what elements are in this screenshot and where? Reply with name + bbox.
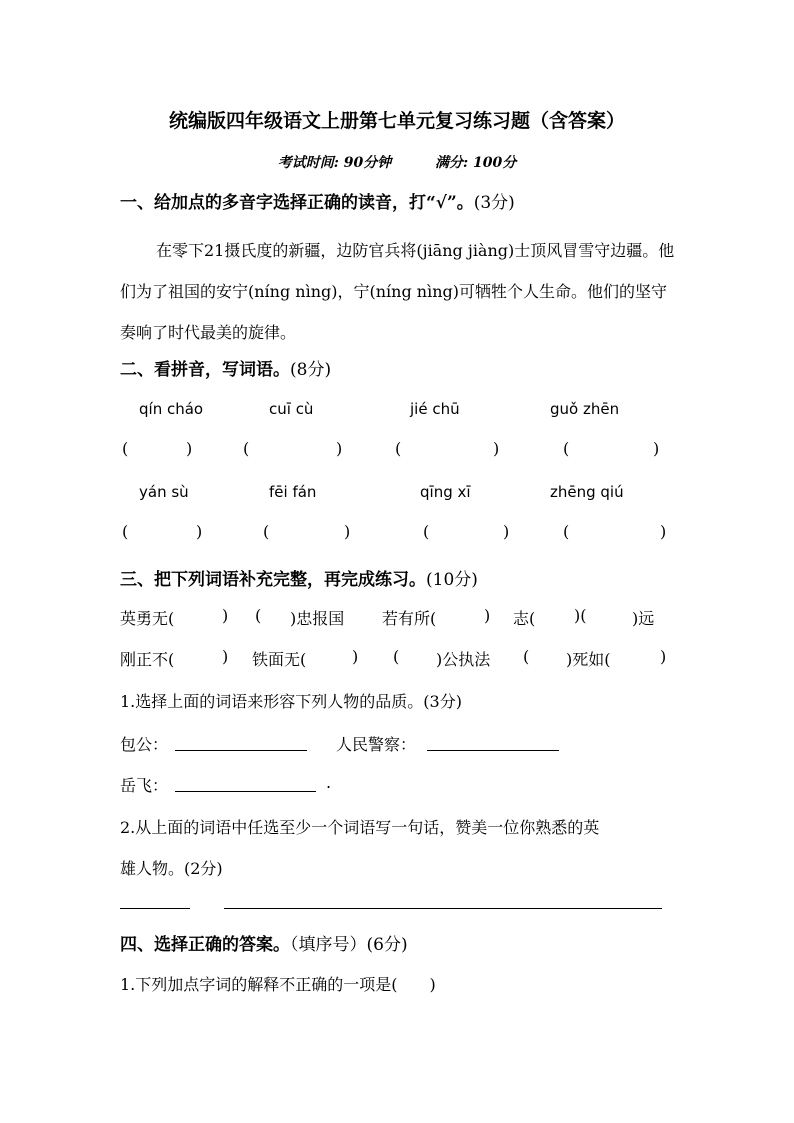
idiom-fill: ) xyxy=(352,647,359,666)
exam-score: 满分: 100分 xyxy=(435,155,517,171)
idiom-fill: 志( xyxy=(513,609,536,628)
section1-title: 一、给加点的多音字选择正确的读音，打“√”。 xyxy=(120,193,474,213)
answer-paren-close: ) xyxy=(660,522,667,541)
idiom-fill: ) xyxy=(484,606,491,625)
exam-info xyxy=(0,152,794,172)
sentence-answer-line[interactable] xyxy=(600,908,662,909)
answer-paren-close: ) xyxy=(493,439,500,458)
answer-paren-close: ) xyxy=(344,522,351,541)
sentence-answer-line[interactable] xyxy=(224,908,600,909)
exam-time: 考试时间: 90分钟 xyxy=(277,155,392,171)
section4-title: 四、选择正确的答案。 xyxy=(120,935,290,955)
section2-heading xyxy=(120,355,331,380)
answer-paren-close: ) xyxy=(186,439,193,458)
section1-points: (3分) xyxy=(473,193,515,213)
idiom-fill: ( xyxy=(393,647,400,666)
baogong-answer-line[interactable] xyxy=(175,750,307,751)
answer-paren-close: ) xyxy=(653,439,660,458)
idiom-fill: 刚正不( xyxy=(120,650,175,669)
answer-paren-close: ) xyxy=(503,522,510,541)
idiom-fill: )公执法 xyxy=(436,650,491,669)
section4-heading xyxy=(120,930,408,955)
section3-title: 三、把下列词语补充完整，再完成练习。 xyxy=(120,570,426,590)
section3-points: (10分) xyxy=(426,570,478,590)
idiom-fill: 英勇无( xyxy=(120,609,175,628)
section3-heading xyxy=(120,565,478,590)
pinyin-item: jié chū xyxy=(410,400,460,418)
idiom-fill: )死如( xyxy=(566,650,611,669)
section1-heading xyxy=(120,188,515,213)
answer-paren-open: ( xyxy=(122,439,129,458)
idiom-fill: 铁面无( xyxy=(252,650,307,669)
idiom-fill: ( xyxy=(523,647,530,666)
pinyin-item: fēi fán xyxy=(269,483,317,501)
answer-paren-open: ( xyxy=(122,522,129,541)
answer-paren-open: ( xyxy=(395,439,402,458)
idiom-fill: ( xyxy=(255,606,262,625)
answer-paren-close: ) xyxy=(336,439,343,458)
pinyin-item: guǒ zhēn xyxy=(550,400,620,418)
pinyin-item: yán sù xyxy=(139,483,189,501)
section4-points: （填序号）(6分) xyxy=(290,935,408,955)
question-3-2-line2: 雄人物。(2分) xyxy=(120,859,223,878)
police-answer-line[interactable] xyxy=(427,750,559,751)
section2-title: 二、看拼音，写词语。 xyxy=(120,360,290,380)
yuefei-label: 岳飞： xyxy=(120,776,169,795)
pinyin-item: qín cháo xyxy=(139,400,204,418)
idiom-fill: )远 xyxy=(632,609,655,628)
pinyin-item: zhēng qiú xyxy=(550,483,624,501)
baogong-label: 包公： xyxy=(120,735,169,754)
pinyin-item: qīng xī xyxy=(420,483,471,501)
sentence-answer-line[interactable] xyxy=(120,908,190,909)
pinyin-item: cuī cù xyxy=(269,400,314,418)
answer-paren-close: ) xyxy=(196,522,203,541)
section1-paragraph: 在零下21摄氏度的新疆，边防官兵将(jiāng jiàng)士顶风冒雪守边疆。他们为了祖国的安宁(níng nìng)，宁(níng nìng)可牺牲个人生命。他们的坚守奏响了时代最美的旋律。 xyxy=(120,241,675,342)
answer-paren-open: ( xyxy=(423,522,430,541)
answer-paren-open: ( xyxy=(563,522,570,541)
yuefei-answer-line[interactable] xyxy=(175,791,316,792)
answer-paren-open: ( xyxy=(263,522,270,541)
question-4-1: 1.下列加点字词的解释不正确的一项是( ) xyxy=(120,975,436,994)
idiom-fill: ) xyxy=(222,647,229,666)
idiom-fill: )忠报国 xyxy=(290,609,345,628)
question-3-2-line1: 2.从上面的词语中任选至少一个词语写一句话，赞美一位你熟悉的英 xyxy=(120,818,600,837)
yuefei-period: . xyxy=(326,773,332,792)
idiom-fill: 若有所( xyxy=(382,609,437,628)
section2-points: (8分) xyxy=(290,360,332,380)
answer-paren-open: ( xyxy=(243,439,250,458)
question-3-1: 1.选择上面的词语来形容下列人物的品质。(3分) xyxy=(120,692,462,711)
answer-paren-open: ( xyxy=(563,439,570,458)
police-label: 人民警察： xyxy=(336,735,417,754)
page-title: 统编版四年级语文上册第七单元复习练习题（含答案） xyxy=(168,110,625,132)
idiom-fill: )( xyxy=(574,606,587,625)
idiom-fill: ) xyxy=(222,606,229,625)
idiom-fill: ) xyxy=(660,647,667,666)
